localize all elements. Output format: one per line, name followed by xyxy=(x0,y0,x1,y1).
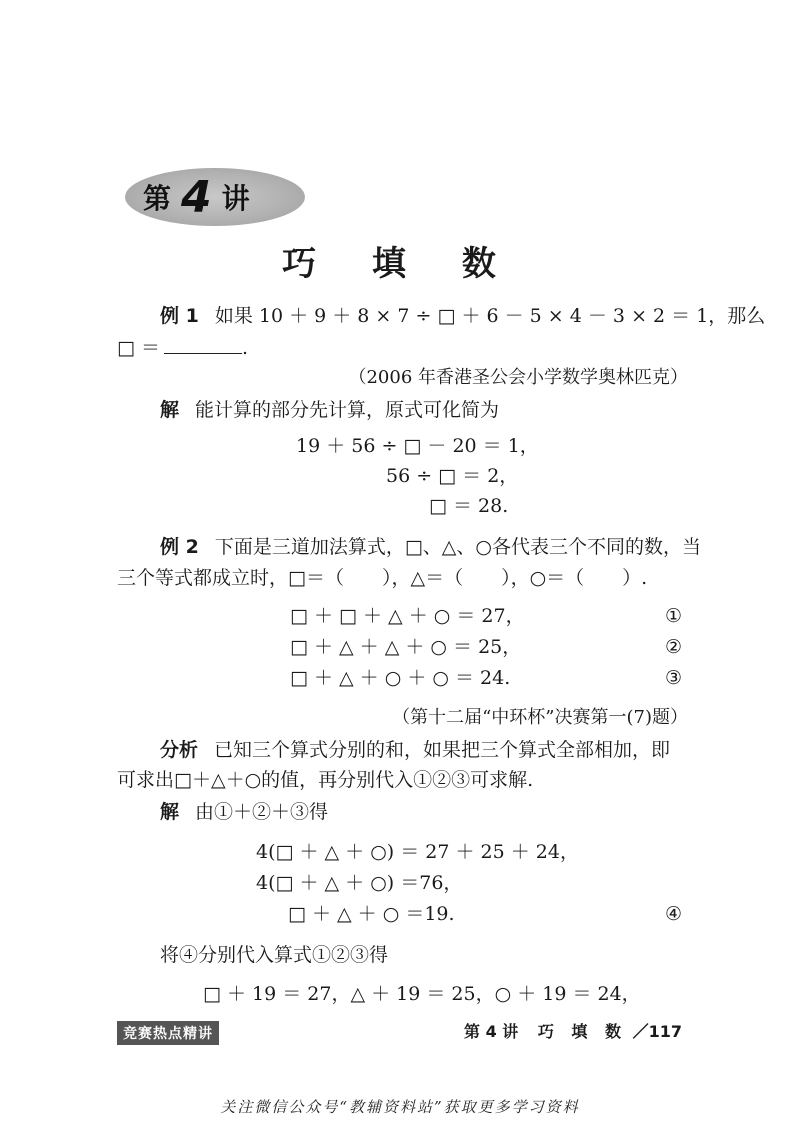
example2-analysis-label: 分析 xyxy=(160,739,199,761)
example2-solution-text: 由①＋②＋③得 xyxy=(195,801,329,823)
example1-step-3: □ ＝ 28. xyxy=(429,495,509,517)
example2-problem-line1 xyxy=(160,533,701,561)
example2-final-line: □ ＋ 19 ＝ 27，△ ＋ 19 ＝ 25，○ ＋ 19 ＝ 24， xyxy=(203,983,641,1005)
example2-analysis-line1 xyxy=(160,736,670,764)
footer-section-label: 竞赛热点精讲 xyxy=(117,1021,219,1045)
promo-note: 关注微信公众号“教辅资料站”获取更多学习资料 xyxy=(220,1098,580,1116)
example1-source: （2006 年香港圣公会小学数学奥林匹克） xyxy=(348,367,688,388)
example2-problem-text: 下面是三道加法算式，□、△、○各代表三个不同的数，当 xyxy=(214,536,701,558)
example1-step-2: 56 ÷ □ ＝ 2， xyxy=(386,465,519,487)
example2-analysis-text: 已知三个算式分别的和，如果把三个算式全部相加，即 xyxy=(214,739,671,761)
example1-problem-end: . xyxy=(242,337,249,359)
example1-solution-line xyxy=(160,396,499,424)
example2-label: 例 2 xyxy=(160,536,199,558)
lecture-badge xyxy=(143,170,250,224)
footer-running-head xyxy=(464,1019,682,1042)
example2-solution-label: 解 xyxy=(160,801,180,823)
example2-step-2: 4(□ ＋ △ ＋ ○) ＝76， xyxy=(256,872,463,894)
page-title: 巧 填 数 xyxy=(282,244,518,284)
example1-problem-line2 xyxy=(117,334,248,362)
example1-problem-line2-text: □ ＝ xyxy=(117,337,160,359)
example2-equation-1: □ ＋ □ ＋ △ ＋ ○ ＝ 27， xyxy=(290,605,525,627)
example1-problem-text: 如果 10 ＋ 9 ＋ 8 × 7 ÷ □ ＋ 6 － 5 × 4 － 3 × 2 ＝ 1，那么 xyxy=(214,305,766,327)
example2-step-1: 4(□ ＋ △ ＋ ○) ＝ 27 ＋ 25 ＋ 24， xyxy=(256,841,579,863)
example2-analysis-line2: 可求出□＋△＋○的值，再分别代入①②③可求解. xyxy=(117,769,534,791)
lecture-number: 4 xyxy=(181,171,212,223)
example2-equation-3: □ ＋ △ ＋ ○ ＋ ○ ＝ 24. xyxy=(290,667,511,689)
example1-solution-label: 解 xyxy=(160,399,180,421)
example1-problem-line1 xyxy=(160,302,765,330)
equation-mark-4: ④ xyxy=(664,903,682,925)
equation-mark-3: ③ xyxy=(664,667,682,689)
page-number: ／117 xyxy=(632,1022,682,1041)
example2-solution-line xyxy=(160,798,328,826)
answer-blank xyxy=(164,335,242,354)
equation-mark-2: ② xyxy=(664,636,682,658)
example2-equation-2: □ ＋ △ ＋ △ ＋ ○ ＝ 25， xyxy=(290,636,522,658)
footer-title: 巧 填 数 xyxy=(537,1022,628,1041)
example1-step-1: 19 ＋ 56 ÷ □ － 20 ＝ 1， xyxy=(296,435,539,457)
equation-mark-1: ① xyxy=(664,605,682,627)
example1-solution-text: 能计算的部分先计算，原式可化简为 xyxy=(195,399,500,421)
example2-problem-line2: 三个等式都成立时，□＝（ ），△＝（ ），○＝（ ）. xyxy=(117,567,648,589)
lecture-prefix: 第 xyxy=(143,182,172,215)
example1-label: 例 1 xyxy=(160,305,199,327)
example2-substitute-text: 将④分别代入算式①②③得 xyxy=(160,944,389,966)
lecture-suffix: 讲 xyxy=(221,182,250,215)
example2-source: （第十二届“中环杯”决赛第一(7)题） xyxy=(392,707,688,728)
footer-lecture: 第 4 讲 xyxy=(464,1022,519,1041)
example2-step-3: □ ＋ △ ＋ ○ ＝19. xyxy=(288,903,455,925)
